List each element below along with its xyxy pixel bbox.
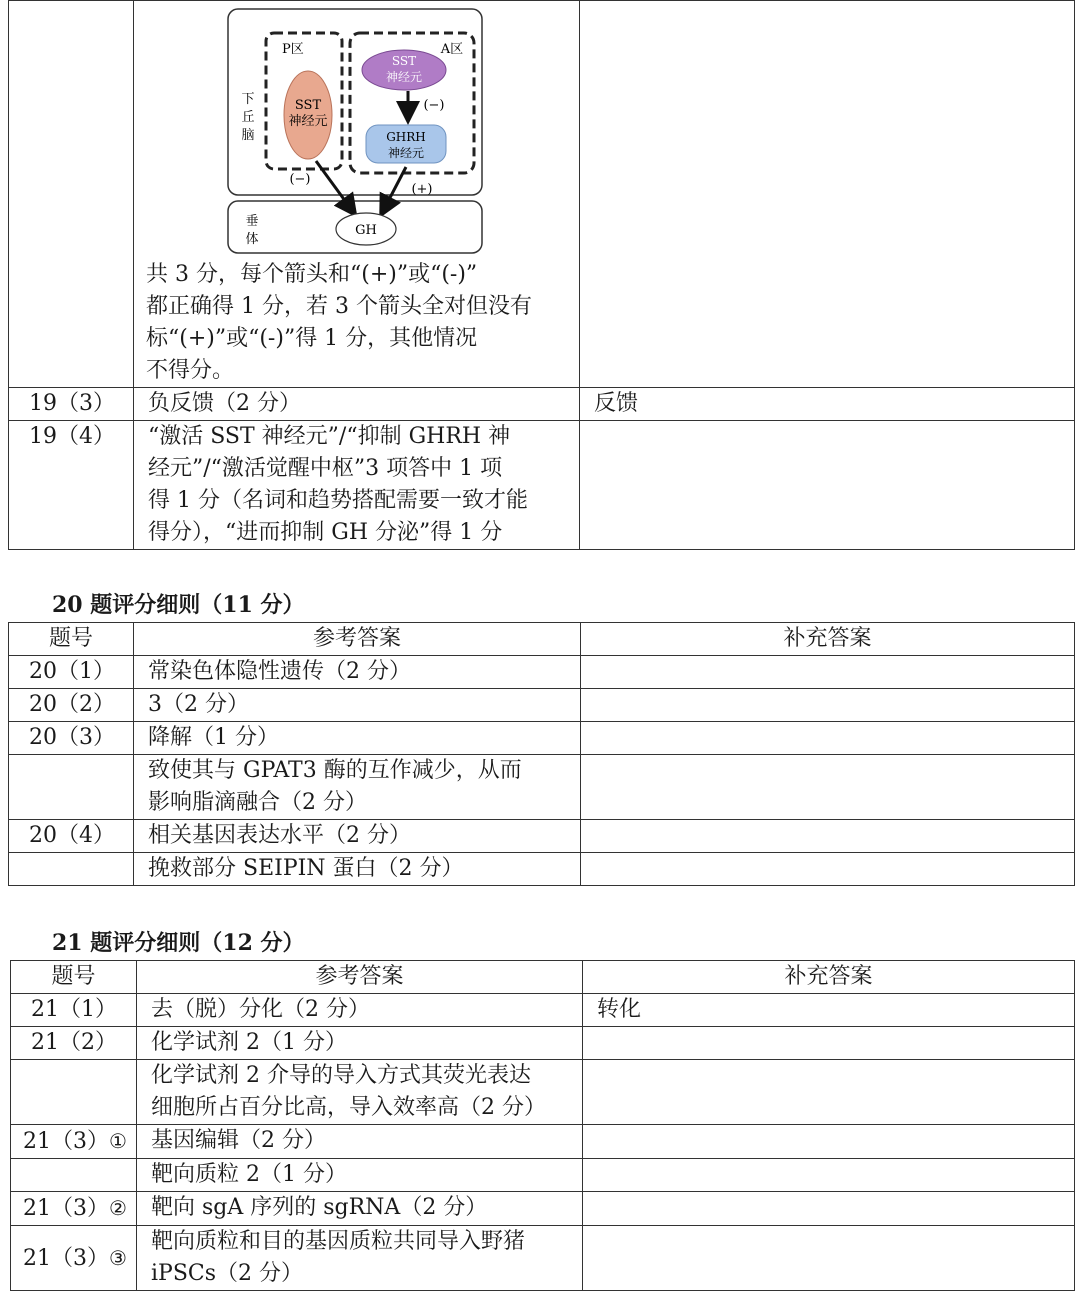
table-row bbox=[9, 820, 1075, 853]
header-number: 题号 bbox=[11, 961, 137, 994]
table-header bbox=[9, 623, 1075, 656]
q-number: 21（2） bbox=[11, 1027, 137, 1060]
p-zone-label: P区 bbox=[282, 42, 304, 57]
extra-answer bbox=[583, 1226, 1075, 1291]
answer: 降解（1 分） bbox=[134, 722, 581, 755]
answer: 靶向 sgA 序列的 sgRNA（2 分） bbox=[137, 1192, 583, 1226]
q-number: 19（4） bbox=[9, 421, 134, 550]
diagram-note: 共 3 分，每个箭头和“(+)”或“(-)” 都正确得 1 分，若 3 个箭头全对但没有 标“(+)”或“(-)”得 1 分，其他情况 不得分。 bbox=[146, 262, 532, 383]
q-number: 21（3）① bbox=[11, 1125, 137, 1159]
circled-number: ③ bbox=[109, 1245, 127, 1270]
q19-table bbox=[8, 0, 1075, 550]
answer: 3（2 分） bbox=[134, 689, 581, 722]
pituitary-label-2: 体 bbox=[245, 232, 259, 247]
answer: 基因编辑（2 分） bbox=[137, 1125, 583, 1159]
extra-cell bbox=[580, 1, 1075, 388]
table-row bbox=[9, 1, 1075, 388]
header-extra: 补充答案 bbox=[583, 961, 1075, 994]
q-number: 21（3）② bbox=[11, 1192, 137, 1226]
q-number: 20（4） bbox=[9, 820, 134, 853]
inhibit-label-p: (−) bbox=[289, 172, 311, 187]
table-header bbox=[11, 961, 1075, 994]
sst-neuron-a-label-2: 神经元 bbox=[385, 70, 423, 84]
answer: 挽救部分 SEIPIN 蛋白（2 分） bbox=[134, 853, 581, 886]
hypothalamus-label-3: 脑 bbox=[241, 128, 255, 143]
table-row bbox=[11, 1159, 1075, 1192]
sst-neuron-p-label-1: SST bbox=[294, 98, 322, 113]
q-number bbox=[9, 755, 134, 820]
answer: 靶向质粒和目的基因质粒共同导入野猪 iPSCs（2 分） bbox=[137, 1226, 583, 1291]
pituitary-label-1: 垂 bbox=[245, 214, 259, 229]
q-number: 21（3）③ bbox=[11, 1226, 137, 1291]
q20-table bbox=[8, 622, 1075, 886]
q21-title: 21 题评分细则（12 分） bbox=[52, 930, 305, 956]
inhibit-label-a: (−) bbox=[423, 98, 445, 113]
table-row bbox=[11, 1192, 1075, 1226]
table-row bbox=[9, 388, 1075, 421]
table-row bbox=[9, 656, 1075, 689]
answer: 常染色体隐性遗传（2 分） bbox=[134, 656, 581, 689]
q-number bbox=[11, 1159, 137, 1192]
answer: 化学试剂 2（1 分） bbox=[137, 1027, 583, 1060]
extra-answer bbox=[581, 656, 1075, 689]
promote-label: (+) bbox=[411, 182, 433, 197]
answer: 致使其与 GPAT3 酶的互作减少，从而 影响脂滴融合（2 分） bbox=[134, 755, 581, 820]
table-row bbox=[9, 689, 1075, 722]
q21-table bbox=[10, 960, 1075, 1291]
table-row bbox=[9, 722, 1075, 755]
table-row bbox=[11, 1027, 1075, 1060]
extra-answer: 反馈 bbox=[580, 388, 1075, 421]
extra-answer bbox=[581, 820, 1075, 853]
hypothalamus-label-1: 下 bbox=[241, 92, 255, 107]
q-number: 21（1） bbox=[11, 994, 137, 1027]
q-number: 20（2） bbox=[9, 689, 134, 722]
header-answer: 参考答案 bbox=[134, 623, 581, 656]
q-number: 20（3） bbox=[9, 722, 134, 755]
answer: 相关基因表达水平（2 分） bbox=[134, 820, 581, 853]
table-row bbox=[11, 994, 1075, 1027]
extra-answer bbox=[581, 722, 1075, 755]
table-row bbox=[11, 1125, 1075, 1159]
gh-label: GH bbox=[355, 223, 377, 238]
q-number bbox=[9, 853, 134, 886]
hypothalamus-pituitary-diagram bbox=[226, 7, 486, 255]
extra-answer bbox=[583, 1027, 1075, 1060]
table-row bbox=[9, 755, 1075, 820]
table-row bbox=[9, 421, 1075, 550]
extra-answer bbox=[580, 421, 1075, 550]
circled-number: ① bbox=[109, 1129, 127, 1153]
table-row bbox=[11, 1226, 1075, 1291]
header-number: 题号 bbox=[9, 623, 134, 656]
q-number: 19（3） bbox=[9, 388, 134, 421]
q-number: 20（1） bbox=[9, 656, 134, 689]
table-row bbox=[9, 853, 1075, 886]
q-number bbox=[11, 1060, 137, 1125]
extra-answer bbox=[583, 1125, 1075, 1159]
sst-neuron-p-label-2: 神经元 bbox=[288, 114, 328, 129]
extra-answer bbox=[583, 1192, 1075, 1226]
header-extra: 补充答案 bbox=[581, 623, 1075, 656]
q20-title: 20 题评分细则（11 分） bbox=[52, 592, 305, 618]
extra-answer: 转化 bbox=[583, 994, 1075, 1027]
answer: “激活 SST 神经元”/“抑制 GHRH 神 经元”/“激活觉醒中枢”3 项答中 1 项 得 1 分（名词和趋势搭配需要一致才能 得分），“进而抑制 GH 分泌”得 1 分 bbox=[134, 421, 580, 550]
extra-answer bbox=[583, 1159, 1075, 1192]
answer: 负反馈（2 分） bbox=[134, 388, 580, 421]
extra-answer bbox=[581, 853, 1075, 886]
answer: 化学试剂 2 介导的导入方式其荧光表达 细胞所占百分比高，导入效率高（2 分） bbox=[137, 1060, 583, 1125]
a-zone-label: A区 bbox=[440, 42, 464, 57]
q-number-cell bbox=[9, 1, 134, 388]
ghrh-neuron-label-1: GHRH bbox=[386, 130, 426, 144]
table-row bbox=[11, 1060, 1075, 1125]
header-answer: 参考答案 bbox=[137, 961, 583, 994]
sst-neuron-a-label-1: SST bbox=[391, 54, 417, 68]
extra-answer bbox=[581, 689, 1075, 722]
answer: 靶向质粒 2（1 分） bbox=[137, 1159, 583, 1192]
hypothalamus-label-2: 丘 bbox=[241, 110, 255, 125]
extra-answer bbox=[581, 755, 1075, 820]
circled-number: ② bbox=[109, 1196, 127, 1220]
answer: 去（脱）分化（2 分） bbox=[137, 994, 583, 1027]
answer-cell bbox=[134, 1, 580, 388]
ghrh-neuron-label-2: 神经元 bbox=[387, 146, 425, 160]
extra-answer bbox=[583, 1060, 1075, 1125]
